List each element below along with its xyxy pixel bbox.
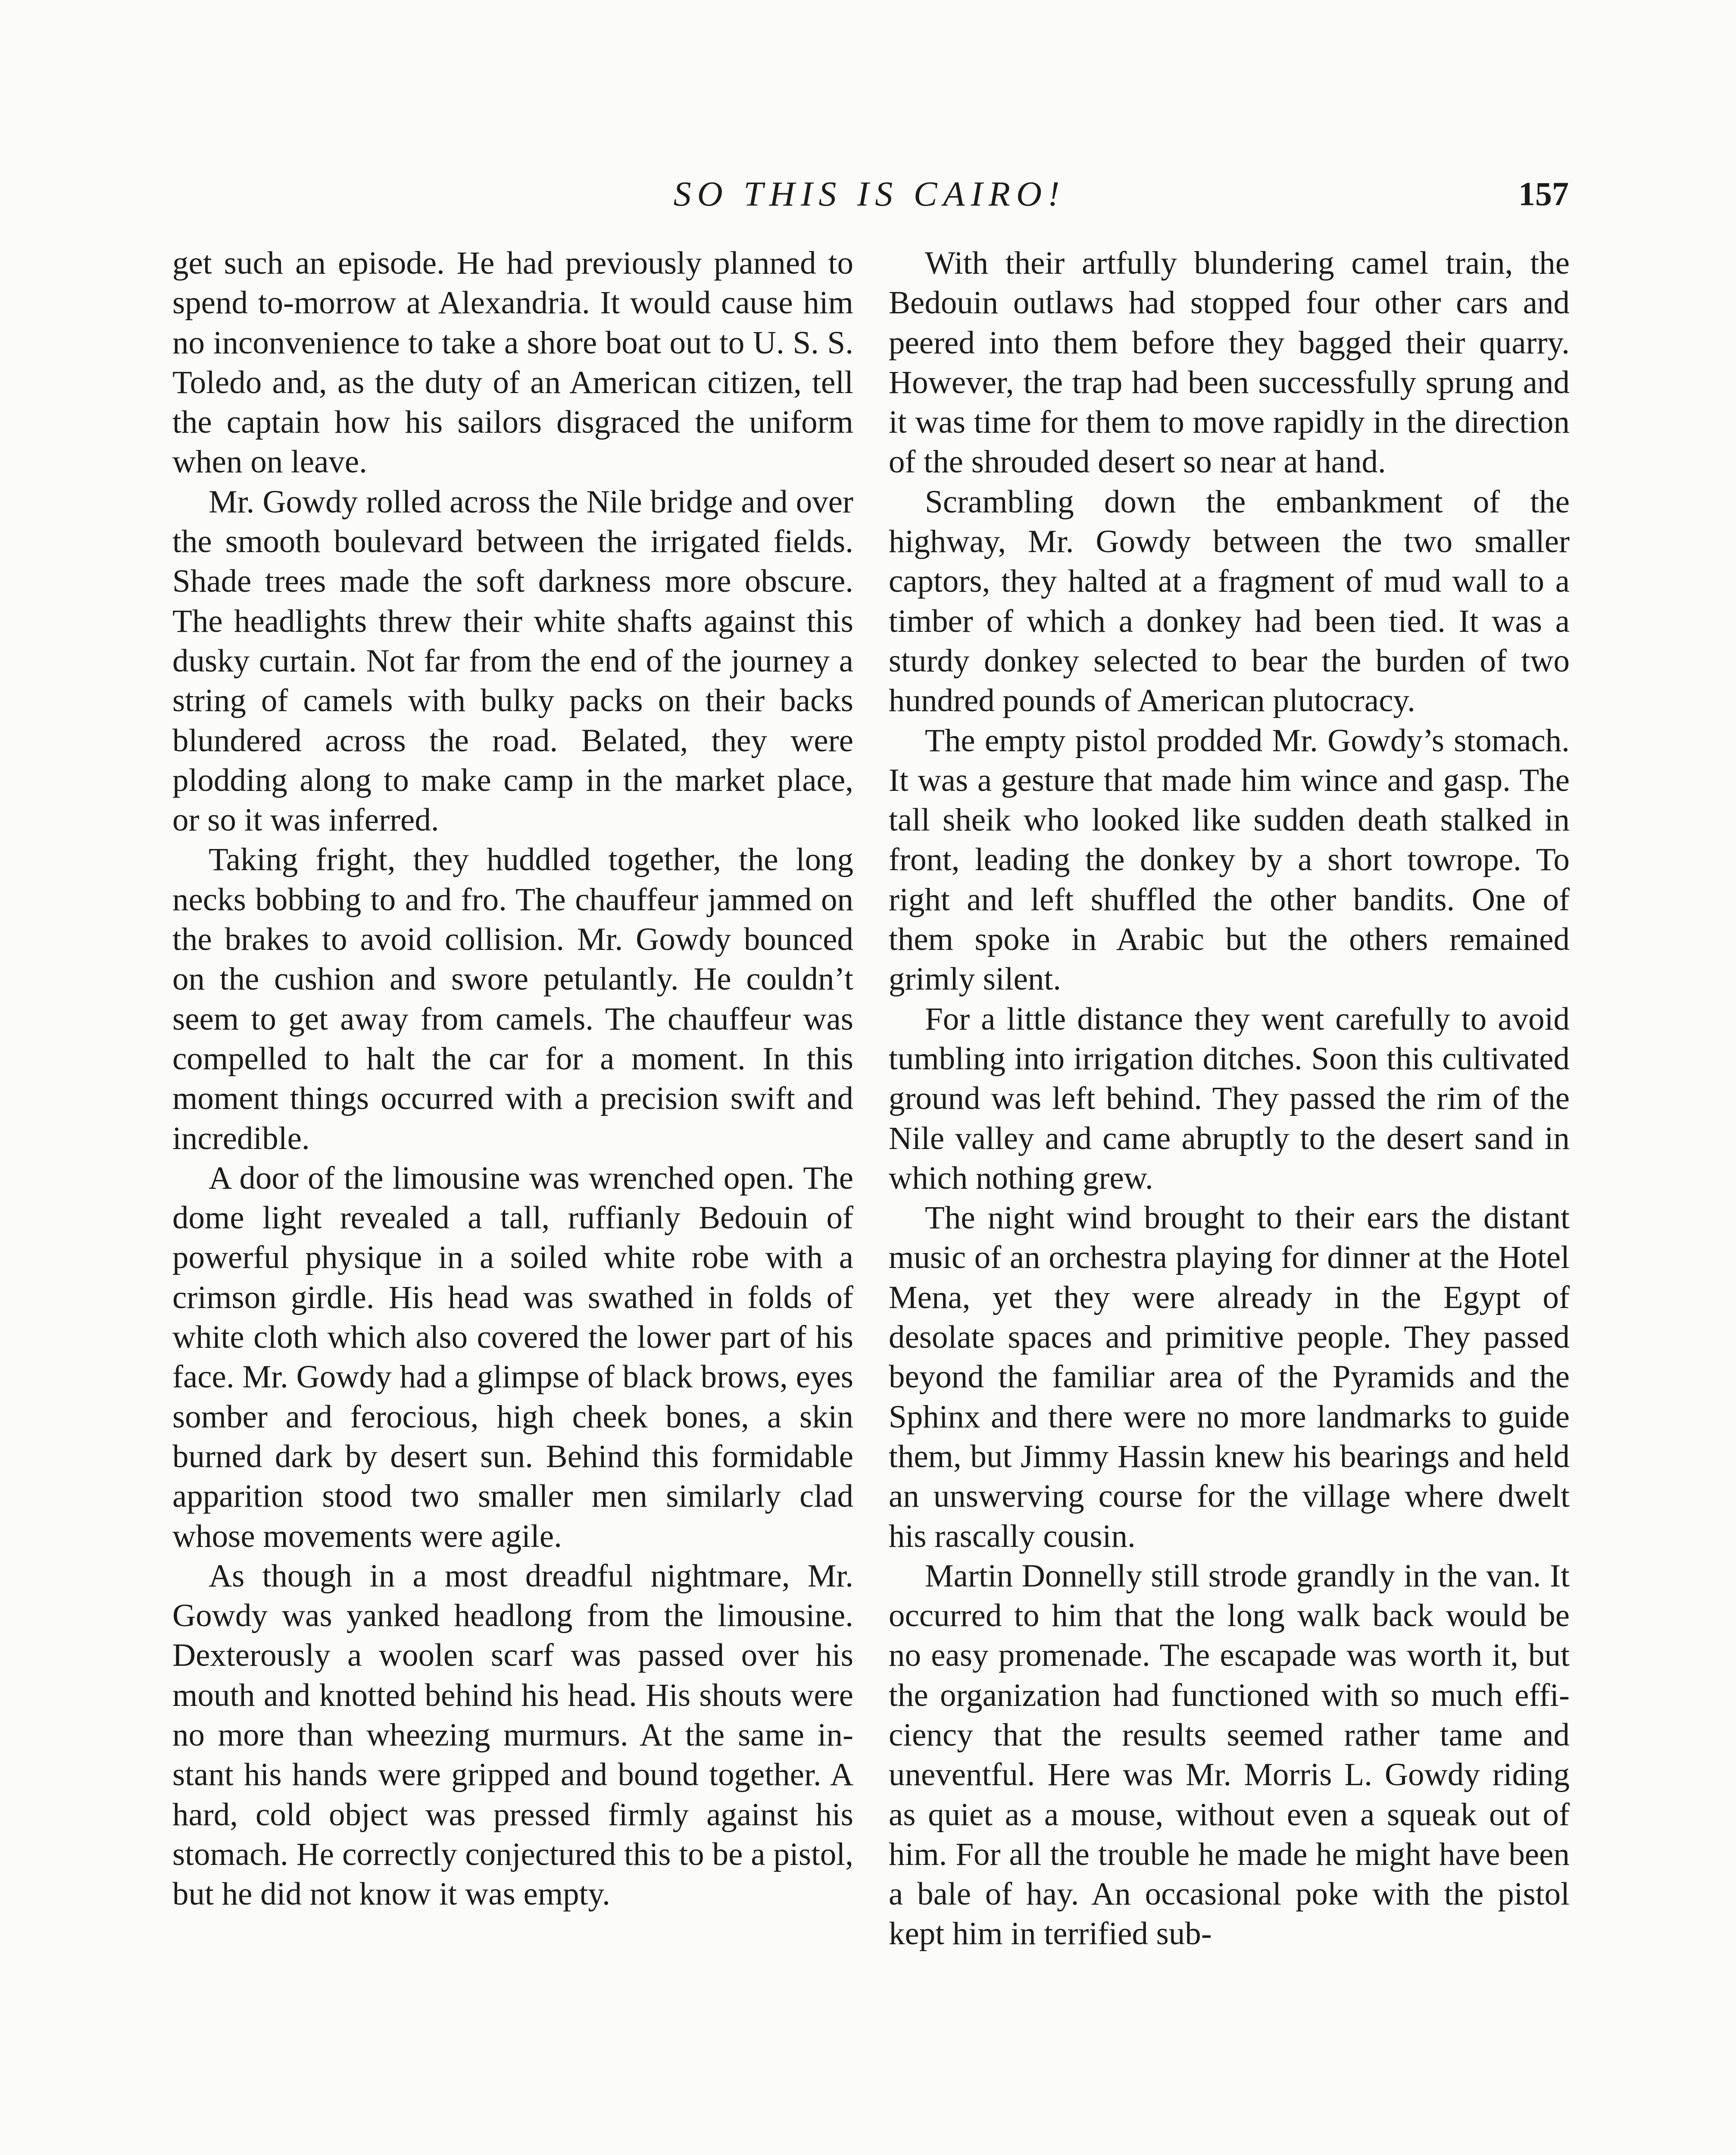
paragraph: As though in a most dreadful nightmare, Mr. Gowdy was yanked headlong from the limousine. Dexterously a woolen scarf was passed over his mouth and knotted behind his head. His shouts were no more than wheezing murmurs. At the same instant his hands were gripped and bound together. A hard, cold object was pressed firmly against his stomach. He correctly conjectured this to be a pistol, but he did not know it was empty.: [172, 1558, 853, 1912]
running-header: [170, 166, 1569, 222]
right-text-column: [889, 244, 1570, 1954]
paragraph: The night wind brought to their ears the distant music of an orchestra playing for dinner at the Hotel Mena, yet they were already in the Egypt of desolate spaces and primitive people. They passed beyond the familiar area of the Pyramids and the Sphinx and there were no more landmarks to guide them, but Jimmy Hassin knew his bearings and held an unswerving course for the village where dwelt his rascally cousin.: [889, 1200, 1570, 1554]
paragraph: For a little distance they went carefully to avoid tumbling into irrigation ditches. Soon this cultivated ground was left behind. They passed the rim of the Nile valley and came abruptly to the desert sand in which nothing grew.: [889, 1001, 1570, 1196]
paragraph: The empty pistol prodded Mr. Gowdy’s stomach. It was a gesture that made him wince and gasp. The tall sheik who looked like sudden death stalked in front, leading the donkey by a short towrope. To right and left shuffled the other bandits. One of them spoke in Arabic but the others remained grimly silent.: [889, 722, 1570, 997]
paragraph: Mr. Gowdy rolled across the Nile bridge and over the smooth boulevard between the irrigated fields. Shade trees made the soft darkness more obscure. The headlights threw their white shafts against this dusky curtain. Not far from the end of the journey a string of camels with bulky packs on their backs blundered across the road. Belated, they were plodding along to make camp in the market place, or so it was inferred.: [172, 484, 853, 838]
left-text-column: [172, 244, 853, 1914]
paragraph: With their artfully blundering camel train, the Bedouin outlaws had stopped four other cars and peered into them before they bagged their quarry. However, the trap had been successfully sprung and it was time for them to move rapidly in the direction of the shrouded desert so near at hand.: [889, 245, 1570, 480]
running-title: SO THIS IS CAIRO!: [673, 174, 1066, 213]
page-number: 157: [1518, 175, 1569, 212]
paragraph: Taking fright, they huddled together, the long necks bobbing to and fro. The chauffeur jammed on the brakes to avoid collision. Mr. Gowdy bounced on the cushion and swore petulantly. He couldn’t seem to get away from camels. The chauffeur was compelled to halt the car for a moment. In this moment things occurred with a precision swift and incredible.: [172, 842, 853, 1156]
paragraph: Scrambling down the embankment of the highway, Mr. Gowdy between the two smaller captors, they halted at a fragment of mud wall to a timber of which a donkey had been tied. It was a sturdy donkey selected to bear the burden of two hundred pounds of American plutocracy.: [889, 484, 1570, 719]
paragraph-continued: get such an episode. He had previously planned to spend to-morrow at Alexandria. It would cause him no inconvenience to take a shore boat out to U. S. S. Toledo and, as the duty of an American citizen, tell the captain how his sailors disgraced the uniform when on leave.: [172, 245, 853, 480]
paragraph: A door of the limousine was wrenched open. The dome light revealed a tall, ruffianly Bedouin of powerful physique in a soiled white robe with a crimson girdle. His head was swathed in folds of white cloth which also covered the lower part of his face. Mr. Gowdy had a glimpse of black brows, eyes somber and ferocious, high cheek bones, a skin burned dark by desert sun. Behind this formidable apparition stood two smaller men similarly clad whose movements were agile.: [172, 1160, 853, 1554]
paragraph: Martin Donnelly still strode grandly in the van. It occurred to him that the long walk back would be no easy promenade. The escapade was worth it, but the organization had functioned with so much efficiency that the results seemed rather tame and uneventful. Here was Mr. Morris L. Gowdy riding as quiet as a mouse, without even a squeak out of him. For all the trouble he made he might have been a bale of hay. An occasional poke with the pistol kept him in terrified sub-: [889, 1558, 1570, 1952]
